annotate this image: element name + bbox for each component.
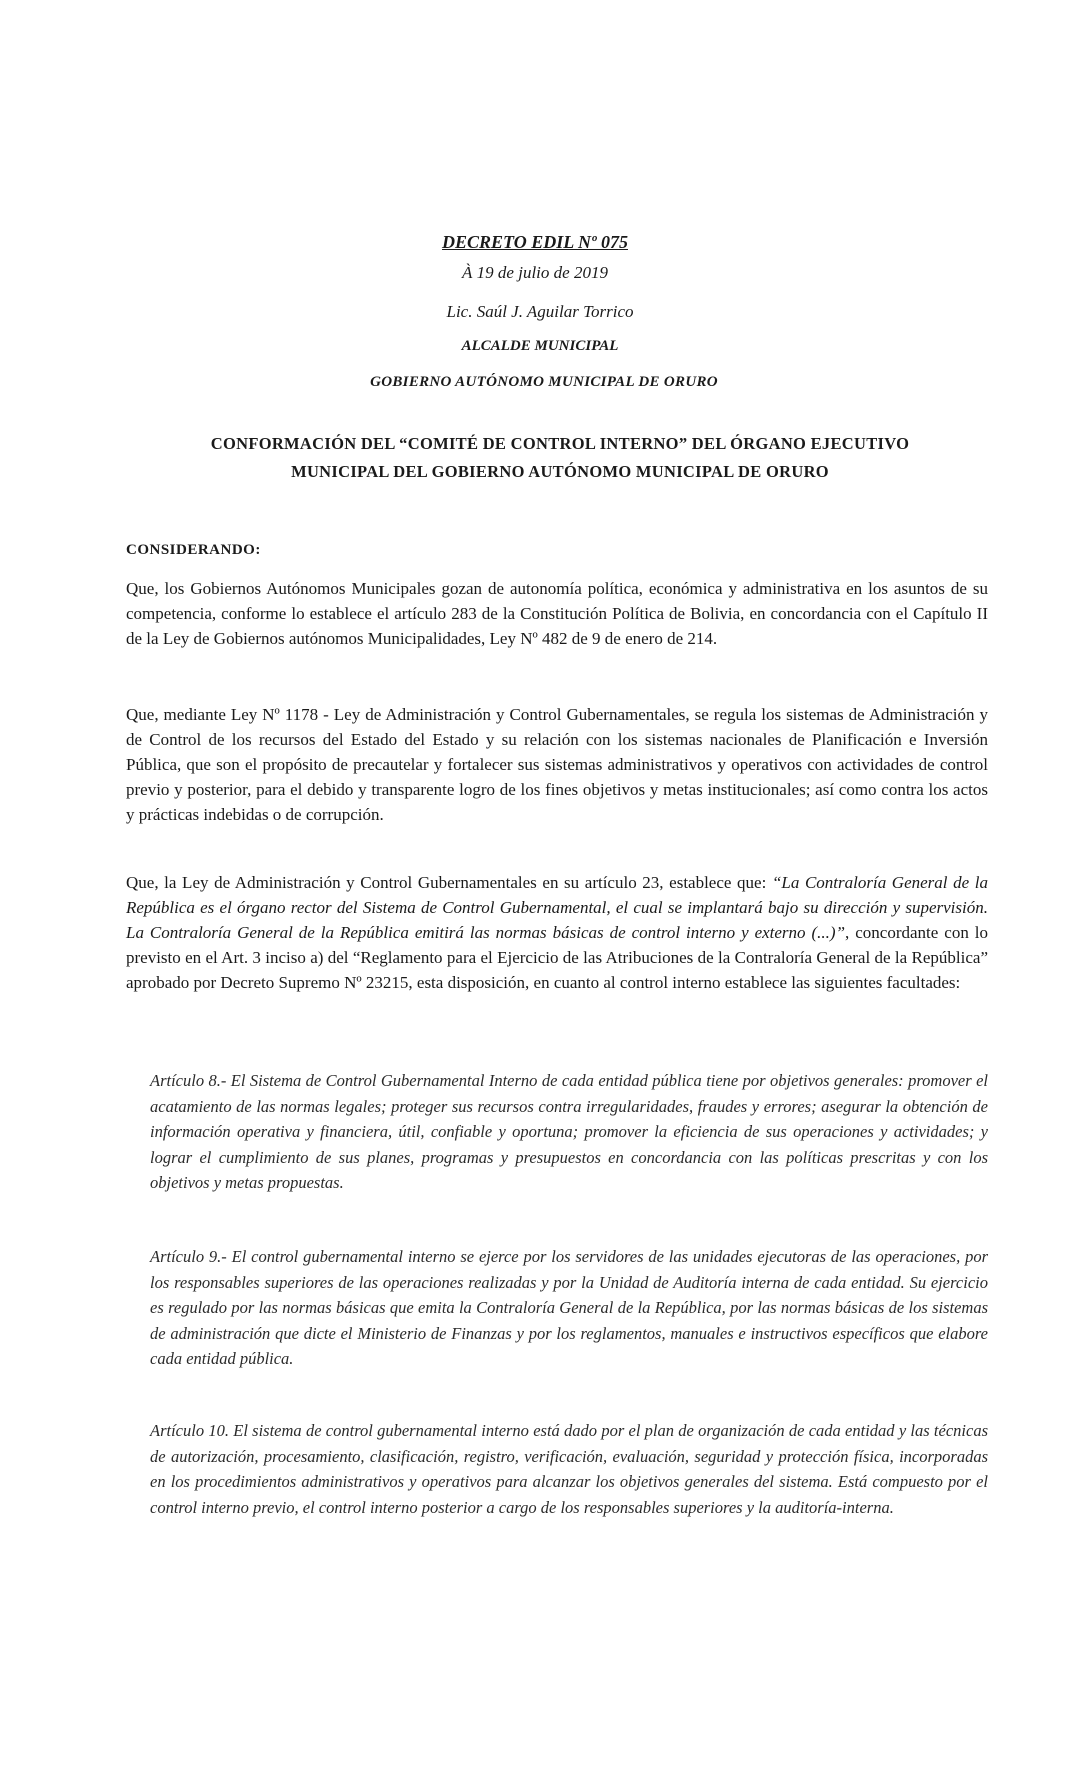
decree-date: À 19 de julio de 2019 — [462, 263, 608, 282]
considerando-heading: CONSIDERANDO: — [126, 542, 261, 558]
article-8: Artículo 8.- El Sistema de Control Gubernamental Interno de cada entidad pública tiene por objetivos generales: promover el acatamiento de las normas legales; proteger sus recursos contra irregularidades, fraudes y errores; asegurar la obtención de información operativa y financiera, útil, confiable y oportuna; promover la eficiencia de sus operaciones y actividades; y lograr el cumplimiento de sus planes, programas y presupuestos en concordancia con las políticas prescritas y con los objetivos y metas propuestas. — [150, 1071, 988, 1192]
paragraph-3-end: , concordante con lo previsto en el Art. 3 inciso a) del “Reglamento para el Ejercicio de las Atribuciones de la Contraloría General de la República” aprobado por Decreto Supremo Nº 23215, esta disposición, en cuanto al control interno establece las siguientes facultades: — [126, 923, 988, 992]
decree-title-line-2: MUNICIPAL DEL GOBIERNO AUTÓNOMO MUNICIPAL DE ORURO — [291, 462, 829, 481]
paragraph-2: Que, mediante Ley Nº 1178 - Ley de Administración y Control Gubernamentales, se regula los sistemas de Administración y de Control de los recursos del Estado del Estado y su relación con los sistemas nacionales de Planificación e Inversión Pública, que son el propósito de precautelar y fortalecer sus sistemas administrativos y operativos con actividades de control previo y posterior, para el debido y transparente logro de los fines objetivos y metas institucionales; así como contra los actos y prácticas indebidas o de corrupción. — [126, 705, 988, 824]
decree-title-line-1: CONFORMACIÓN DEL “COMITÉ DE CONTROL INTERNO” DEL ÓRGANO EJECUTIVO — [210, 434, 910, 453]
article-9: Artículo 9.- El control gubernamental interno se ejerce por los servidores de las unidades ejecutoras de las operaciones, por los responsables superiores de las operaciones realizadas y por la Unidad de Auditoría interna de cada entidad. Su ejercicio es regulado por las normas básicas que emita la Contraloría General de la República, por las normas básicas de los sistemas de administración que dicte el Ministerio de Finanzas y por los reglamentos, manuales e instructivos específicos que elabore cada entidad pública. — [150, 1247, 988, 1368]
decree-title — [160, 430, 960, 486]
government-name: GOBIERNO AUTÓNOMO MUNICIPAL DE ORURO — [370, 374, 718, 390]
decree-number: DECRETO EDIL Nº 075 — [442, 232, 628, 252]
mayor-name: Lic. Saúl J. Aguilar Torrico — [446, 302, 634, 321]
paragraph-3-intro: Que, la Ley de Administración y Control Gubernamentales en su artículo 23, establece que: — [126, 873, 772, 892]
mayor-title: ALCALDE MUNICIPAL — [461, 338, 619, 354]
paragraph-3 — [126, 870, 988, 995]
article-10: Artículo 10. El sistema de control gubernamental interno está dado por el plan de organización de cada entidad y las técnicas de autorización, procesamiento, clasificación, registro, verificación, evaluación, seguridad y protección física, incorporadas en los procedimientos administrativos y operativos para alcanzar los objetivos generales del sistema. Está compuesto por el control interno previo, el control interno posterior a cargo de los responsables superiores y la auditoría-interna. — [150, 1421, 988, 1517]
paragraph-3-quote: “La Contraloría General de la República es el órgano rector del Sistema de Control Gubernamental, el cual se implantará bajo su dirección y supervisión. La Contraloría General de la República emitirá las normas básicas de control interno y externo (...)” — [126, 873, 988, 942]
paragraph-1: Que, los Gobiernos Autónomos Municipales gozan de autonomía política, económica y administrativa en los asuntos de su competencia, conforme lo establece el artículo 283 de la Constitución Política de Bolivia, en concordancia con el Capítulo II de la Ley de Gobiernos autónomos Municipalidades, Ley Nº 482 de 9 de enero de 214. — [126, 579, 988, 648]
